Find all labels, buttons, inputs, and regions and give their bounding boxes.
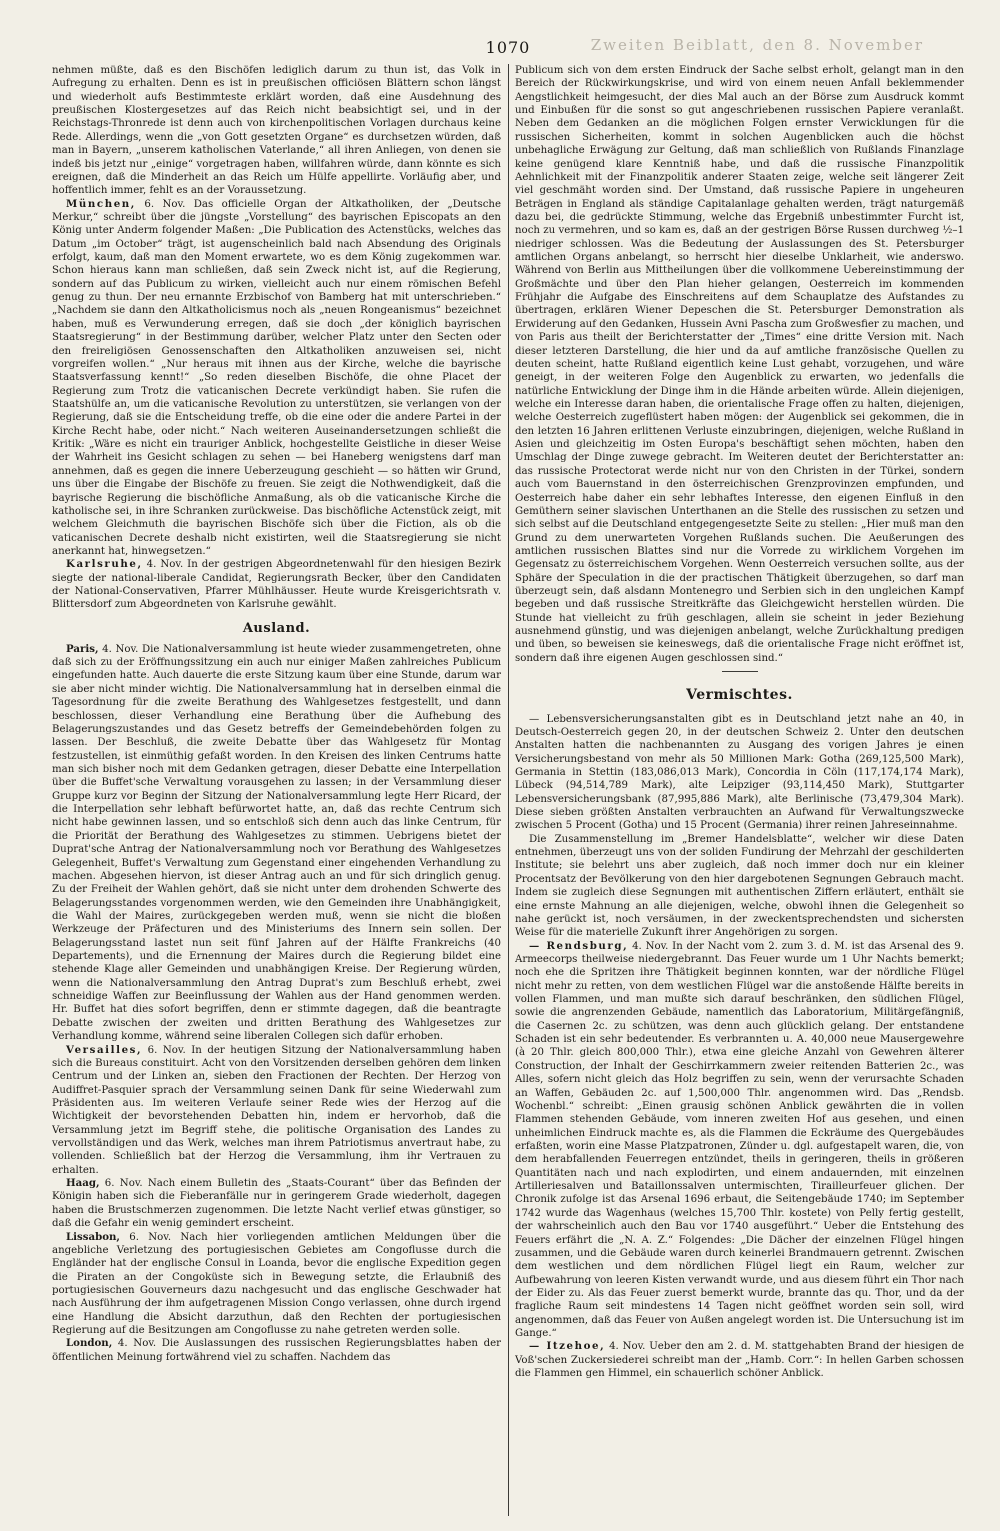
- paragraph: [515, 940, 964, 1341]
- paragraph-text: 4. Nov. In der gestrigen Abgeordnetenwahl für den hiesigen Bezirk siegte der national-liberale Candidat, Regierungsrath Becker, über den Candidaten der National-Conservativen, Pfarrer Mühlhäusser. Heute wurde Kreisgerichtsrath v. Blittersdorf zum Abgeordneten von Karlsruhe gewählt.: [52, 559, 501, 611]
- dateline: München,: [66, 197, 136, 210]
- dateline: Lissabon,: [66, 1230, 120, 1243]
- paragraph-text: 6. Nov. Nach einem Bulletin des „Staats-Courant“ über das Befinden der Königin haben sich die Fieberanfälle nur in geringerem Grade wiederholt, dagegen haben die Brustschmerzen zugenommen. Die letzte Nacht verlief etwas günstiger, so daß die Gefahr ein wenig gemindert erscheint.: [52, 1178, 501, 1230]
- paragraph-text: 6. Nov. Das officielle Organ der Altkatholiken, der „Deutsche Merkur,“ schreibt über die jüngste „Vorstellung“ des bayrischen Episcopats an den König unter Anderm folgender Maßen: „Die Publication des Actenstücks, welches das Datum „im October“ trägt, ist augenscheinlich bald nach Absendung des Originals erfolgt, kaum, daß man den Moment erwartete, wo es dem König zugekommen war. Schon hieraus kann man schließen, daß sein Zweck nicht ist, auf die Regierung, sondern auf das Publicum zu wirken, vielleicht auch nur einem römischen Befehl genug zu thun. Der neu ernannte Erzbischof von Bamberg hat mit unterschrieben.“ „Nachdem sie dann den Altkatholicismus noch als „neuen Rongeanismus“ bezeichnet haben, muß es Verwunderung erregen, daß sie doch „der königlich bayrischen Staatsregierung“ in der Bestimmung darüber, welcher Platz unter den Secten oder den freireligiösen Genossenschaften den Altkatholiken anzuweisen sei, nicht vorgreifen wollen.“ „Nur heraus mit ihnen aus der Kirche, welche die bayrische Staatsverfassung kennt!“ „So reden dieselben Bischöfe, die ohne Placet der Regierung zum Trotz die vaticanischen Decrete verkündigt haben. Sie rufen die Staatshülfe an, um die vaticanische Revolution zu unterstützen, sie verlangen von der Regierung, daß sie die Entscheidung treffe, ob die eine oder die andere Partei in der Kirche Recht habe, oder nicht.“ Nach weiteren Auseinandersetzungen schließt die Kritik: „Wäre es nicht ein trauriger Anblick, hochgestellte Geistliche in dieser Weise der Wahrheit ins Gesicht schlagen zu sehen — bei Haneberg wenigstens darf man annehmen, daß es gegen die innere Ueberzeugung geschieht — so hätten wir Grund, uns über die Eingabe der Bischöfe zu freuen. Sie zeigt die Nothwendigkeit, daß die bayrische Regierung die bischöfliche Anmaßung, als ob die vaticanische Kirche die katholische sei, in ihre Schranken zurückweise. Das bischöfliche Actenstück zeigt, mit welchem Gleichmuth die bayrischen Bischöfe sich über die Fiction, als ob die vaticanischen Decrete deshalb nicht existirten, weil die Staatsregierung sie nicht anerkannt hat, hinwegsetzen.“: [52, 198, 501, 557]
- dateline: Haag,: [66, 1177, 100, 1190]
- dateline: Versailles,: [66, 1043, 143, 1056]
- paragraph-text: 4. Nov. In der Nacht vom 2. zum 3. d. M. ist das Arsenal des 9. Armeecorps theilweise niedergebrannt. Das Feuer wurde um 1 Uhr Nachts bemerkt; noch ehe die Spritzen ihre Thätigkeit beginnen konnten, war der nördliche Flügel nicht mehr zu retten, von dem westlichen Flügel war die anstoßende Hälfte bereits in vollen Flammen, und man mußte sich darauf beschränken, den südlichen Flügel, sowie die angrenzenden Gebäude, namentlich das Laboratorium, Militärgefängniß, die Casernen 2c. zu schützen, was denn auch glücklich gelang. Der entstandene Schaden ist ein sehr bedeutender. Es verbrannten u. A. 40,000 neue Mausergewehre (à 20 Thlr. gleich 800,000 Thlr.), etwa eine gleiche Anzahl von Gewehren älterer Construction, der Inhalt der Geschirrkammern zweier reitenden Batterien 2c., was Alles, sofern nicht gleich das Holz begriffen zu sein, wenn der verursachte Schaden an Waffen, Gebäuden 2c. auf 1,500,000 Thlr. angenommen wird. Das „Rendsb. Wochenbl.“ schreibt: „Einen grausig schönen Anblick gewährten die in vollen Flammen stehenden Gebäude, vom inneren zweiten Hof aus gesehen, und einen unheimlichen Eindruck machte es, als die Flammen die Eckräume des Quergebäudes erfaßten, worin eine Masse Platzpatronen, Zünder u. dgl. aufgestapelt waren, die, von dem herabfallenden Feuerregen entzündet, theils in geringeren, theils in größeren Quantitäten nach und nach explodirten, und einem andauernden, mit einzelnen Artilleriesalven und Bataillonssalven untermischten, Tirailleurfeuer glichen. Der Chronik zufolge ist das Arsenal 1696 erbaut, die Seitengebäude 1740; im September 1742 wurde das Wagenhaus (welches 15,700 Thlr. kostete) von Pelly fertig gestellt, der wahrscheinlich auch den Bau vor 1740 ausgeführt.“ Ueber die Entstehung des Feuers erfährt die „N. A. Z.“ Folgendes: „Die Dächer der einzelnen Flügel hingen zusammen, und die Gebäude waren durch keinerlei Brandmauern getrennt. Zwischen dem westlichen und dem nördlichen Flügel liegt ein Raum, welcher zur Aufbewahrung von leeren Kisten verwandt wurde, und aus diesem führt ein Thor nach der Eider zu. Als das Feuer zuerst bemerkt wurde, brannte das qu. Thor, und da der fragliche Raum seit mindestens 14 Tagen nicht geöffnet worden sein soll, wird angenommen, daß das Feuer von Außen angelegt worden ist. Die Untersuchung ist im Gange.“: [515, 940, 964, 1340]
- paragraph: [52, 1231, 501, 1338]
- page-header: [52, 30, 964, 64]
- paragraph: [515, 1340, 964, 1380]
- running-head: Zweiten Beiblatt, den 8. November: [590, 36, 924, 54]
- dateline: — Itzehoe,: [529, 1340, 606, 1353]
- paragraph: [52, 1044, 501, 1178]
- dateline: — Rendsburg,: [529, 939, 629, 952]
- paragraph: — Lebensversicherungsanstalten gibt es in Deutschland jetzt nahe an 40, in Deutsch-Oesterreich gegen 20, in der deutschen Schweiz 2. Unter den deutschen Anstalten hatten die nachbenannten zu Ausgang des vorigen Jahres je einen Versicherungsbestand von mehr als 50 Millionen Mark: Gotha (269,125,500 Mark), Germania in Stettin (183,086,013 Mark), Concordia in Cöln (117,174,174 Mark), Lübeck (94,514,789 Mark), alte Leipziger (93,114,450 Mark), Stuttgarter Lebensversicherungsbank (87,995,886 Mark), alte Berlinische (73,479,304 Mark). Diese sieben größten Anstalten verbrauchten an Aufwand für Verwaltungszwecke zwischen 5 Procent (Gotha) und 15 Procent (Germania) ihrer reinen Jahreseinnahme.: [515, 713, 964, 832]
- paragraph: [52, 643, 501, 1044]
- paragraph: Die Zusammenstellung im „Bremer Handelsblatte“, welcher wir diese Daten entnehmen, überzeugt uns von der soliden Fundirung der Mehrzahl der geschilderten Institute; sie belehrt uns aber zugleich, daß noch immer doch nur ein kleiner Procentsatz der Bevölkerung von den hier dargebotenen Segnungen Gebrauch macht. Indem sie zugleich diese Segnungen mit authentischen Ziffern erläutert, enthält sie eine ernste Mahnung an alle diejenigen, welche, obwohl ihnen die Gelegenheit so nahe gerückt ist, noch versäumen, in der zweckentsprechendsten und sichersten Weise für die materielle Zukunft ihrer Angehörigen zu sorgen.: [515, 833, 964, 939]
- paragraph: nehmen müßte, daß es den Bischöfen lediglich darum zu thun ist, das Volk in Aufregung zu erhalten. Denn es ist in preußischen officiösen Blättern schon längst und wiederholt aufs Bestimmteste erklärt worden, daß eine Ausdehnung des preußischen Klostergesetzes auf das Reich nicht beabsichtigt sei, und in der Reichstags-Thronrede ist denn auch von kirchenpolitischen Vorlagen durchaus keine Rede. Allerdings, wenn die „von Gott gesetzten Organe“ es durchsetzen würden, daß man in Bayern, „unserem katholischen Vaterlande,“ all ihren Anliegen, von denen sie indeß bis jetzt nur „einige“ vorgetragen haben, willfahren würde, dann könnte es sich ereignen, daß die Minderheit an das Reich um Hülfe appellirte. Vorläufig aber, und hoffentlich immer, fehlt es an der Voraussetzung.: [52, 65, 501, 197]
- paragraph: [52, 1337, 501, 1364]
- left-column: [52, 64, 501, 1524]
- paragraph-text: 4. Nov. Die Auslassungen des russischen Regierungsblattes haben der öffentlichen Meinung fortwährend viel zu schaffen. Nachdem das: [52, 1338, 501, 1363]
- paragraph: Publicum sich von dem ersten Eindruck der Sache selbst erholt, gelangt man in den Bereich der Rückwirkungskrise, und wird von einem neuen Anfall beklemmender Aengstlichkeit heimgesucht, der dies Mal auch an der Börse zum Ausdruck kommt und Einbußen für die sonst so gut angeschriebenen russischen Papiere veranlaßt. Neben dem Gedanken an die möglichen Folgen ernster Verwicklungen für die russischen Sicherheiten, kommt in solchen Augenblicken auch die höchst unbehagliche Erwägung zur Geltung, daß man schließlich von Rußlands Finanzlage keine genügend klare Kenntniß habe, und daß die russische Finanzpolitik Aehnlichkeit mit der Finanzpolitik anderer Staaten zeige, welche seit längerer Zeit viel geschmäht worden sind. Der Umstand, daß russische Papiere in ungeheuren Beträgen in England als ständige Capitalanlage gehalten werden, trägt naturgemäß dazu bei, die gedrückte Stimmung, welche das Ergebniß unbestimmter Furcht ist, noch zu vermehren, und so kam es, daß an der gestrigen Börse Russen durchweg ½–1 niedriger schlossen. Was die Bedeutung der Auslassungen des St. Petersburger amtlichen Organs anbelangt, so herrscht hier dieselbe Unklarheit, wie anderswo. Während von Berlin aus Mittheilungen über die vollkommene Uebereinstimmung der Großmächte und über den Plan hieher gelangen, Oesterreich im kommenden Frühjahr die Aufgabe des Einschreitens auf dem Schauplatze des Aufstandes zu übertragen, erklären Wiener Depeschen die St. Petersburger Demonstration als Erwiderung auf den Gedanken, Hussein Avni Pascha zum Großwesfier zu machen, und von Paris aus theilt der Berichterstatter der „Times“ eine dritte Version mit. Nach dieser letzteren Darstellung, die hier und da auf amtliche französische Quellen zu deuten scheint, hatte Rußland eigentlich keine Lust gehabt, vorzugehen, und wäre geneigt, in der weiteren Folge den Augenblick zu erwarten, wo jedenfalls die natürliche Entwicklung der Dinge ihm in die Hände arbeiten würde. Allein diejenigen, welche ein Interesse daran haben, die orientalische Frage offen zu halten, diejenigen, welche Oesterreich zugeflüstert haben mögen: der Augenblick sei gekommen, die in den letzten 16 Jahren erlittenen Verluste einzubringen, diejenigen, welche Rußland in Asien und gleichzeitig im Osten Europa's beschäftigt sehen möchten, haben den Umschlag der Dinge zuwege gebracht. Im Weiteren deutet der Berichterstatter an: das russische Protectorat werde nicht nur von den Christen in der Türkei, sondern auch vom Bauernstand in den österreichischen Grenzprovinzen empfunden, und Oesterreich habe daher ein sehr lebhaftes Interesse, den eigenen Einfluß in den Gemüthern seiner slavischen Unterthanen an die Stelle des russischen zu setzen und sich selbst auf die Deutschland entgegengesetzte Seite zu stellen: „Hier muß man den Grund zu dem unerwarteten Vorgehen Rußlands suchen. Die Aeußerungen des amtlichen russischen Blattes sind nur die Vorrede zu wirklichem Vorgehen im Gegensatz zu österreichischem Vorgehen. Wenn Oesterreich versuchen sollte, aus der Sphäre der Speculation in die der practischen Thätigkeit überzugehen, so darf man überzeugt sein, daß alsdann Montenegro und Serbien sich in den ungleichen Kampf begeben und daß russische Streitkräfte das Gleichgewicht herstellen würden. Die Stunde hat vielleicht zu früh geschlagen, allein sie scheint in jeder Beziehung ausnehmend günstig, und was diejenigen anbelangt, welche Zurückhaltung predigen und üben, so beweisen sie keineswegs, daß die orientalische Frage nicht eröffnet ist, sondern daß ihre eigenen Augen geschlossen sind.“: [515, 65, 964, 664]
- divider: [722, 671, 758, 672]
- paragraph-text: 6. Nov. Nach hier vorliegenden amtlichen Meldungen über die angebliche Verletzung des portugiesischen Gebietes am Congoflusse durch die Engländer hat der englische Consul in Loanda, bevor die englische Expedition gegen die Piraten an der Congoküste sich in Bewegung setzte, die Erlaubniß des portugiesischen Gouverneurs dazu nachgesucht und das englische Geschwader hat nach Ausführung der ihm aufgetragenen Mission Congo verlassen, ohne durch irgend eine Handlung die Absicht darzuthun, daß den Rechten der portugiesischen Regierung auf die Besitzungen am Congoflusse zu nahe getreten werden solle.: [52, 1231, 501, 1337]
- paragraph-text: 4. Nov. Ueber den am 2. d. M. stattgehabten Brand der hiesigen de Voß'schen Zuckersiederei schreibt man der „Hamb. Corr.“: In hellen Garben schossen die Flammen gen Himmel, ein schauerlich schöner Anblick.: [515, 1341, 964, 1380]
- section-heading: Ausland.: [242, 620, 311, 636]
- paragraph: [52, 198, 501, 559]
- paragraph: [52, 558, 501, 611]
- paragraph-text: 6. Nov. In der heutigen Sitzung der Nationalversammlung haben sich die Bureaus constituirt. Acht von den Vorsitzenden derselben gehören dem linken Centrum und der Linken an, sieben den Fractionen der Rechten. Der Herzog von Audiffret-Pasquier sprach der Versammlung seinen Dank für seine Wiederwahl zum Präsidenten aus. Im weiteren Verlaufe seiner Rede wies der Herzog auf die Wichtigkeit der bevorstehenden Debatten hin, indem er hervorhob, daß die Versammlung jetzt im Begriff stehe, die politische Organisation des Landes zu vervollständigen und das Werk, welches man ihrem Patriotismus anvertraut habe, zu vollenden. Schließlich bat der Herzog die Versammlung, ihm ihr Vertrauen zu erhalten.: [52, 1044, 501, 1176]
- paragraph-text: 4. Nov. Die Nationalversammlung ist heute wieder zusammengetreten, ohne daß sich zu der Eröffnungssitzung ein auch nur einiger Maßen zahlreiches Publicum eingefunden hatte. Auch dauerte die erste Sitzung kaum über eine Stunde, darum war sie aber nicht minder wichtig. Die Nationalversammlung hat in derselben einmal die Tagesordnung für die zweite Berathung des Wahlgesetzes festgestellt, und dann beschlossen, dieser Verhandlung eine Berathung über die Aufhebung des Belagerungszustandes und das Gesetz betreffs der Gemeindebehörden folgen zu lassen. Der Beschluß, die zweite Debatte über das Wahlgesetz für Montag festzustellen, ist einmüthig gefaßt worden. In den Kreisen des linken Centrums hatte man sich bisher noch mit dem Gedanken getragen, dieser Debatte eine Interpellation über die Buffet'sche Verwaltung vorausgehen zu lassen; in der Versammlung dieser Gruppe kurz vor Beginn der Sitzung der Nationalversammlung legte Herr Ricard, der die Interpellation sehr lebhaft befürwortet hatte, an, daß das rechte Centrum sich nicht habe gewinnen lassen, und so entschloß sich denn auch das linke Centrum, für die Priorität der Berathung des Wahlgesetzes zu stimmen. Uebrigens bietet der Duprat'sche Antrag der Nationalversammlung noch vor Berathung des Wahlgesetzes Gelegenheit, Buffet's Verwaltung zum Gegenstand einer eingehenden Verhandlung zu machen. Abgesehen hiervon, ist dieser Antrag auch an und für sich dringlich genug. Zu der Freiheit der Wahlen gehört, daß sie nicht unter dem drohenden Schwerte des Belagerungsstandes vorgenommen werden, wie den Gemeinden ihre Unabhängigkeit, die Wahl der Maires, zurückgegeben werden muß, wenn sie nicht die bloßen Werkzeuge der Präfecturen und des Ministeriums des Innern sein sollen. Der Belagerungsstand lastet nun seit fünf Jahren auf der Hälfte Frankreichs (40 Departements), und die Ernennung der Maires durch die Regierung bildet eine stehende Klage aller Gemeinden und unabhängigen Kreise. Der Regierung würden, wenn die Nationalversammlung den Antrag Duprat's zum Beschluß erhebt, zwei schneidige Waffen zur Beeinflussung der Wahlen aus der Hand genommen werden. Hr. Buffet hat dies sofort begriffen, denn er stimmte dagegen, daß die beantragte Debatte zwischen der zweiten und dritten Berathung des Wahlgesetzes zur Verhandlung komme, während seine liberalen Collegen sich dafür erhoben.: [52, 643, 501, 1043]
- right-column: [515, 64, 964, 1524]
- dateline: London,: [66, 1337, 113, 1350]
- page-number: 1070: [485, 38, 531, 57]
- dateline: Paris,: [66, 642, 99, 655]
- dateline: Karlsruhe,: [66, 558, 143, 571]
- section-heading: Vermischtes.: [686, 687, 793, 704]
- text-columns: [52, 64, 964, 1524]
- paragraph: [52, 1177, 501, 1230]
